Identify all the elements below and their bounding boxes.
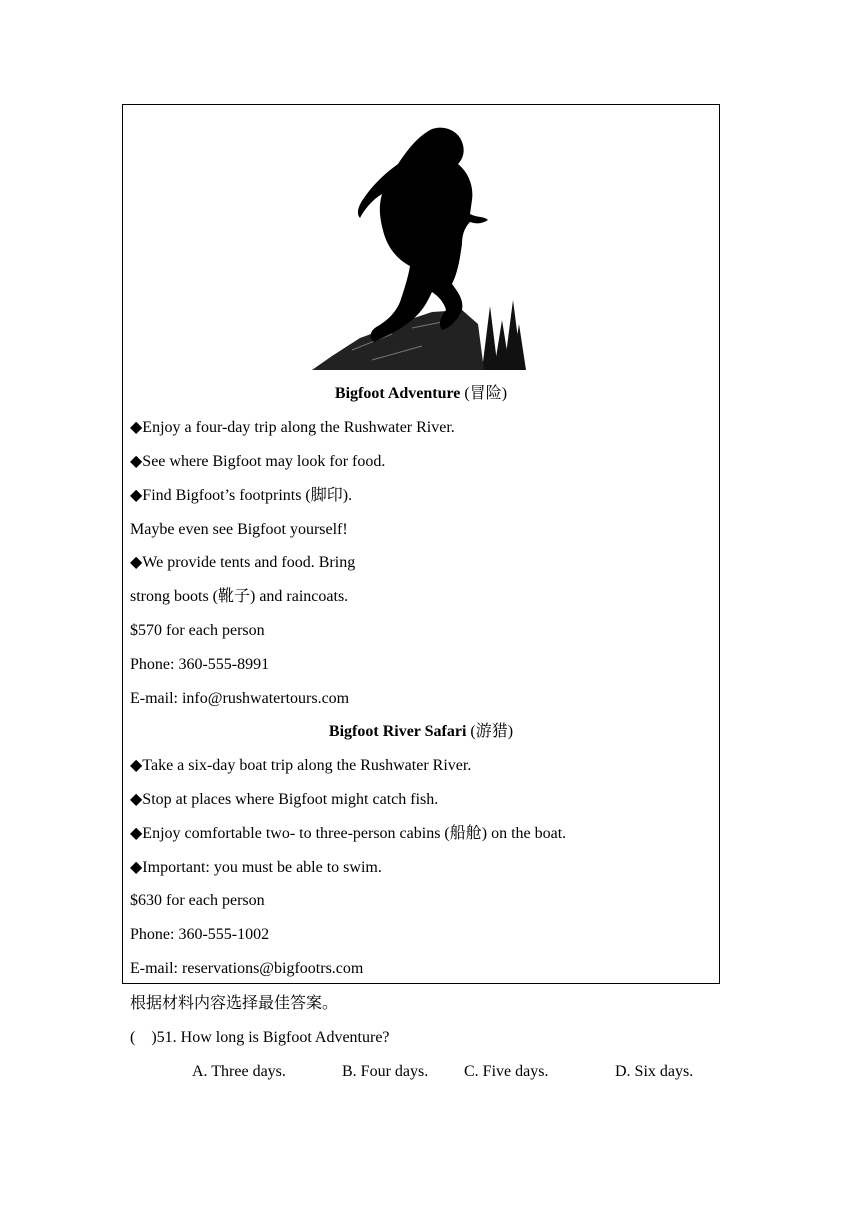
ad2-line-4: ◆Important: you must be able to swim. [130,859,382,876]
option-c: C. Five days. [464,1063,549,1080]
ad1-title-note: (冒险) [460,385,508,402]
ad1-title [122,384,720,404]
ad1-phone: Phone: 360-555-8991 [130,656,270,673]
ad2-price: $630 for each person [130,892,265,909]
ad2-title-note: (游猎) [466,723,514,740]
ad1-email: E-mail: info@rushwatertours.com [130,690,350,707]
ad2-title [122,722,720,742]
bigfoot-silhouette-image [312,124,526,370]
question-51: ( )51. How long is Bigfoot Adventure? [130,1029,390,1046]
ad2-line-3: ◆Enjoy comfortable two- to three-person cabins (船舱) on the boat. [130,825,567,842]
ad1-line-5: ◆We provide tents and food. Bring [130,554,356,571]
ad1-line-6: strong boots (靴子) and raincoats. [130,588,349,605]
instruction-text: 根据材料内容选择最佳答案。 [130,995,339,1012]
ad2-line-1: ◆Take a six-day boat trip along the Rushwater River. [130,757,472,774]
ad1-price: $570 for each person [130,622,265,639]
option-a: A. Three days. [192,1063,286,1080]
ad1-line-4: Maybe even see Bigfoot yourself! [130,521,348,538]
ad1-line-1: ◆Enjoy a four-day trip along the Rushwater River. [130,419,455,436]
ad1-title-text: Bigfoot Adventure [334,385,461,402]
option-d: D. Six days. [615,1063,694,1080]
ad2-phone: Phone: 360-555-1002 [130,926,270,943]
ad2-email: E-mail: reservations@bigfootrs.com [130,960,364,977]
ad2-line-2: ◆Stop at places where Bigfoot might catch fish. [130,791,439,808]
ad1-line-2: ◆See where Bigfoot may look for food. [130,453,386,470]
ad2-title-text: Bigfoot River Safari [328,723,467,740]
ad1-line-3: ◆Find Bigfoot’s footprints (脚印). [130,487,353,504]
option-b: B. Four days. [342,1063,429,1080]
